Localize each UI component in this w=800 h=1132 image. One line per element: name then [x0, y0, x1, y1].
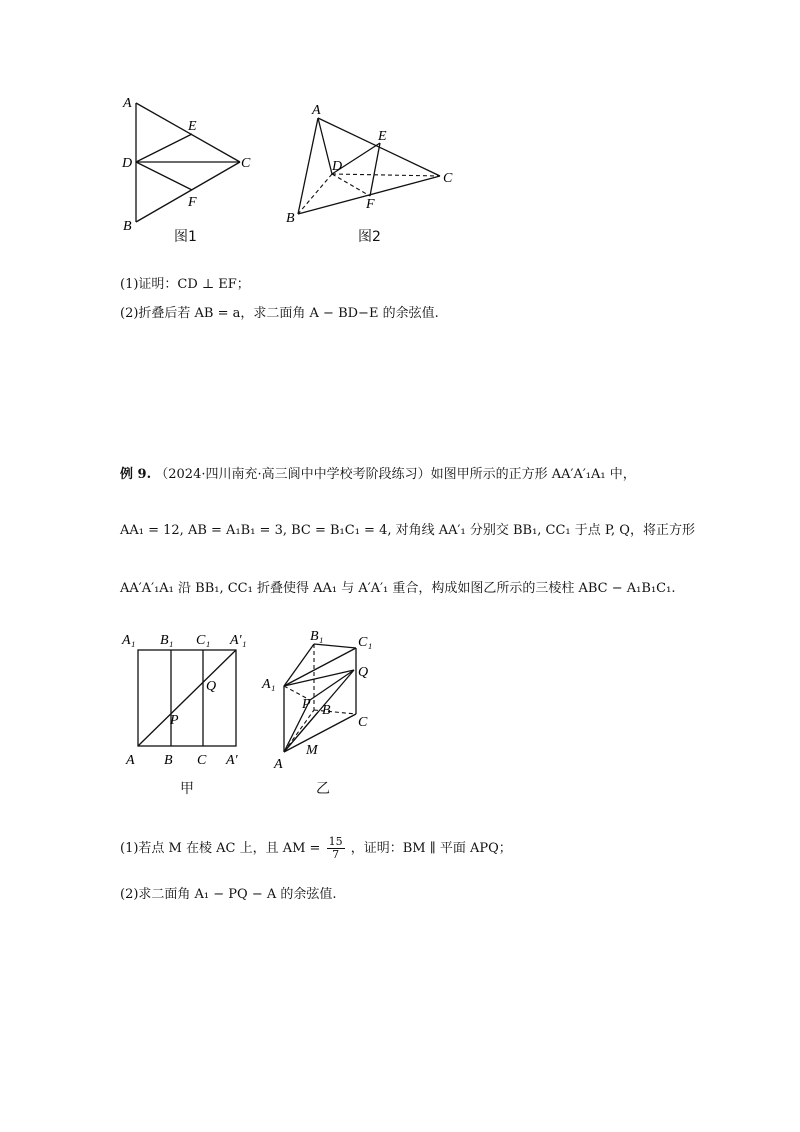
- fig2-caption: 图2: [358, 229, 381, 245]
- fig1-label-F: F: [188, 195, 197, 210]
- fig2-label-A: A: [312, 103, 321, 118]
- fig1-label-D: D: [122, 156, 133, 171]
- fig1-caption: 图1: [174, 229, 197, 245]
- fig2-label-E: E: [378, 129, 387, 144]
- example9-line-2: AA₁ = 12, AB = A₁B₁ = 3, BC = B₁C₁ = 4, 对角线 AA′₁ 分别交 BB₁, CC₁ 于点 P, Q，将正方形: [120, 523, 695, 538]
- problem2-question-1: [120, 836, 512, 861]
- yi-label-B1: B₁: [310, 629, 324, 644]
- fig2-label-B: B: [286, 211, 295, 226]
- fig1-label-A: A: [123, 96, 132, 111]
- problem2-q1-pre: (1)若点 M 在棱 AC 上，且 AM =: [120, 841, 321, 856]
- jia-label-A1-prime: A′₁: [230, 633, 247, 648]
- yi-label-C: C: [358, 715, 368, 730]
- yi-label-B: B: [322, 703, 331, 718]
- figure-jia: [118, 626, 258, 771]
- jia-label-A1: A₁: [122, 633, 136, 648]
- jia-caption: 甲: [180, 781, 194, 797]
- fig1-label-E: E: [188, 119, 197, 134]
- example9-label: 例 9.: [120, 467, 152, 482]
- jia-label-C1: C₁: [196, 633, 211, 648]
- jia-label-C: C: [197, 753, 207, 768]
- fig2-label-C: C: [443, 171, 453, 186]
- example9-line-1: [120, 466, 636, 484]
- yi-label-P: P: [302, 697, 311, 712]
- yi-label-Q: Q: [358, 665, 369, 680]
- problem1-question-2: (2)折叠后若 AB = a，求二面角 A − BD−E 的余弦值.: [120, 306, 439, 321]
- yi-label-A1: A₁: [262, 677, 276, 692]
- fraction-denominator: 7: [332, 848, 340, 861]
- problem2-q1-post: ，证明：BM ∥ 平面 APQ；: [350, 841, 512, 856]
- figure-2: [280, 96, 470, 236]
- fraction-numerator: 15: [328, 835, 343, 848]
- yi-label-A: A: [274, 757, 283, 772]
- yi-label-C1: C₁: [358, 635, 373, 650]
- jia-label-A-prime: A′: [226, 753, 238, 768]
- jia-label-B: B: [164, 753, 173, 768]
- problem1-question-1: (1)证明：CD ⊥ EF；: [120, 277, 250, 292]
- example9-line1-text: （2024·四川南充·高三阆中中学校考阶段练习）如图甲所示的正方形 AA′A′₁A₁ 中，: [155, 467, 636, 482]
- fig2-label-F: F: [366, 197, 375, 212]
- fig2-label-D: D: [332, 159, 343, 174]
- fig1-label-C: C: [241, 156, 251, 171]
- jia-label-Q: Q: [206, 679, 217, 694]
- yi-label-M: M: [306, 743, 318, 758]
- yi-caption: 乙: [316, 781, 330, 797]
- fig1-label-B: B: [123, 219, 132, 234]
- example9-line-3: AA′A′₁A₁ 沿 BB₁, CC₁ 折叠使得 AA₁ 与 A′A′₁ 重合，构成如图乙所示的三棱柱 ABC − A₁B₁C₁.: [120, 581, 676, 596]
- figure-yi: [258, 624, 388, 774]
- fraction: [327, 836, 345, 861]
- jia-label-A: A: [126, 753, 135, 768]
- jia-label-B1: B₁: [160, 633, 174, 648]
- problem2-question-2: (2)求二面角 A₁ − PQ − A 的余弦值.: [120, 887, 337, 902]
- jia-label-P: P: [170, 713, 179, 728]
